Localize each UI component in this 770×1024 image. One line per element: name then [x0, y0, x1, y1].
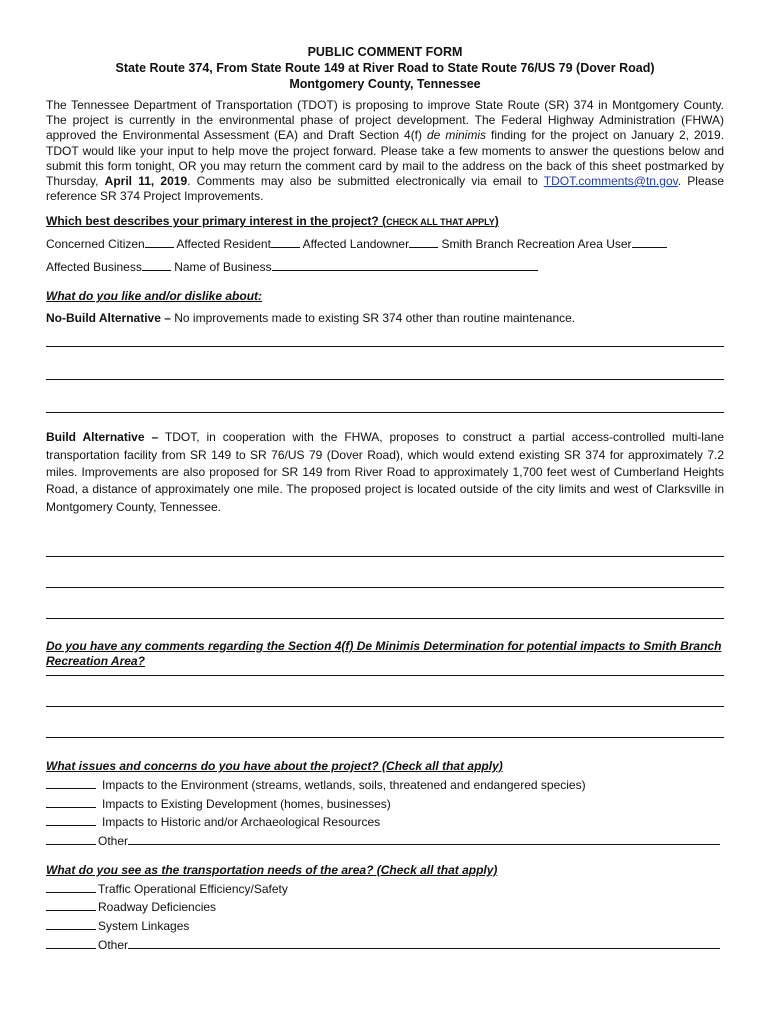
need-other-label: Other	[98, 937, 129, 952]
intro-text-d: . Please reference SR 374 Project Improvements.	[46, 174, 724, 204]
affected-business-blank[interactable]	[142, 259, 171, 271]
need-other-field[interactable]	[128, 937, 720, 949]
nobuild-answer-line-1[interactable]	[46, 346, 724, 347]
issue-check-blank[interactable]	[46, 833, 96, 845]
recreation-user-blank[interactable]	[632, 236, 667, 248]
interest-row-2	[46, 259, 724, 275]
affected-landowner-label: Affected Landowner	[302, 237, 410, 252]
need-check-blank[interactable]	[46, 937, 96, 949]
concerned-citizen-blank[interactable]	[145, 236, 174, 248]
build-text: TDOT, in cooperation with the FHWA, proposes to construct a partial access-controlled multi-lane transportation facility from SR 149 to SR 76/US 79 (Dover Road), which would extend existing SR 374 for approximately 7.2 miles. Improvements are also proposed for SR 149 from River Road to approximately 1,700 feet west of Cumberland Heights Road, a distance of approximately one mile. The proposed project is located outside of the city limits and west of Clarksville in Montgomery County, Tennessee.	[46, 430, 724, 514]
issue-item-other	[46, 832, 724, 851]
nobuild-label: No-Build Alternative –	[46, 311, 171, 326]
route-subtitle: State Route 374, From State Route 149 at River Road to State Route 76/US 79 (Dover Road)	[115, 61, 655, 75]
recreation-user-label: Smith Branch Recreation Area User	[441, 237, 632, 252]
interest-question-text: Which best describes your primary interest in the project? (	[46, 214, 387, 229]
issue-other-label: Other	[98, 834, 129, 849]
build-label: Build Alternative –	[46, 430, 159, 445]
nobuild-description	[46, 310, 724, 326]
county-subtitle: Montgomery County, Tennessee	[289, 77, 481, 91]
need-item	[46, 880, 724, 899]
needs-question: What do you see as the transportation needs of the area? (Check all that apply)	[46, 862, 498, 877]
intro-text-c: . Comments may also be submitted electronically via email to	[187, 174, 544, 189]
issue-check-blank[interactable]	[46, 796, 96, 808]
issues-checklist	[46, 776, 724, 851]
build-answer-line-2[interactable]	[46, 587, 724, 588]
need-check-blank[interactable]	[46, 899, 96, 911]
issue-check-blank[interactable]	[46, 777, 96, 789]
issues-question: What issues and concerns do you have about the project? (Check all that apply)	[46, 758, 503, 773]
section4f-answer-line-1[interactable]	[46, 675, 724, 676]
likes-question: What do you like and/or dislike about:	[46, 289, 263, 304]
affected-landowner-blank[interactable]	[409, 236, 438, 248]
affected-resident-blank[interactable]	[271, 236, 300, 248]
build-answer-line-3[interactable]	[46, 618, 724, 619]
build-answer-line-1[interactable]	[46, 556, 724, 557]
need-check-blank[interactable]	[46, 881, 96, 893]
concerned-citizen-label: Concerned Citizen	[46, 237, 145, 252]
issue-other-field[interactable]	[128, 833, 720, 845]
interest-question	[46, 214, 724, 230]
issue-label: Impacts to the Environment (streams, wetlands, soils, threatened and endangered species)	[102, 777, 586, 792]
intro-paragraph	[46, 98, 724, 204]
issue-label: Impacts to Historic and/or Archaeological Resources	[102, 815, 381, 830]
intro-text-a: The Tennessee Department of Transportation (TDOT) is proposing to improve State Route (SR) 374 in Montgomery County. The project is currently in the environmental phase of project development. The Federal Highway Administration (FHWA) approved the Environmental Assessment (EA) and Draft Section 4(f)	[46, 98, 724, 143]
intro-text-b: finding for the project on January 2, 2019. TDOT would like your input to help move the project forward. Please take a few moments to answer the questions below and submit this form tonight, OR you may return the comment card by mail to the address on the back of this sheet postmarked by Thursday,	[46, 128, 724, 189]
section4f-answer-line-3[interactable]	[46, 737, 724, 738]
build-description	[46, 429, 724, 515]
need-item-other	[46, 936, 724, 955]
issue-item	[46, 795, 724, 814]
affected-resident-label: Affected Resident	[176, 237, 271, 252]
comment-form	[46, 44, 724, 955]
form-title: PUBLIC COMMENT FORM	[307, 45, 463, 59]
deadline-date: April 11, 2019	[104, 174, 188, 189]
section4f-question: Do you have any comments regarding the Section 4(f) De Minimis Determination for potential impacts to Smith Branch Recreation Area?	[46, 638, 722, 668]
interest-close: )	[494, 214, 499, 229]
affected-business-label: Affected Business	[46, 260, 142, 275]
nobuild-answer-line-3[interactable]	[46, 412, 724, 413]
need-label: Traffic Operational Efficiency/Safety	[98, 881, 288, 896]
issue-check-blank[interactable]	[46, 814, 96, 826]
need-label: Roadway Deficiencies	[98, 900, 217, 915]
email-link[interactable]: TDOT.comments@tn.gov	[543, 174, 678, 189]
need-item	[46, 917, 724, 936]
interest-row-1	[46, 236, 724, 252]
nobuild-answer-line-2[interactable]	[46, 379, 724, 380]
needs-checklist	[46, 880, 724, 955]
issue-item	[46, 776, 724, 795]
issue-label: Impacts to Existing Development (homes, businesses)	[102, 796, 391, 811]
business-name-field[interactable]	[272, 259, 538, 271]
nobuild-text: No improvements made to existing SR 374 other than routine maintenance.	[170, 311, 576, 326]
intro-italic: de minimis	[427, 128, 486, 143]
need-check-blank[interactable]	[46, 918, 96, 930]
interest-qualifier: CHECK ALL THAT APPLY	[386, 217, 495, 228]
need-label: System Linkages	[98, 919, 190, 934]
issue-item	[46, 813, 724, 832]
need-item	[46, 898, 724, 917]
section4f-answer-line-2[interactable]	[46, 706, 724, 707]
business-name-label: Name of Business	[174, 260, 272, 275]
